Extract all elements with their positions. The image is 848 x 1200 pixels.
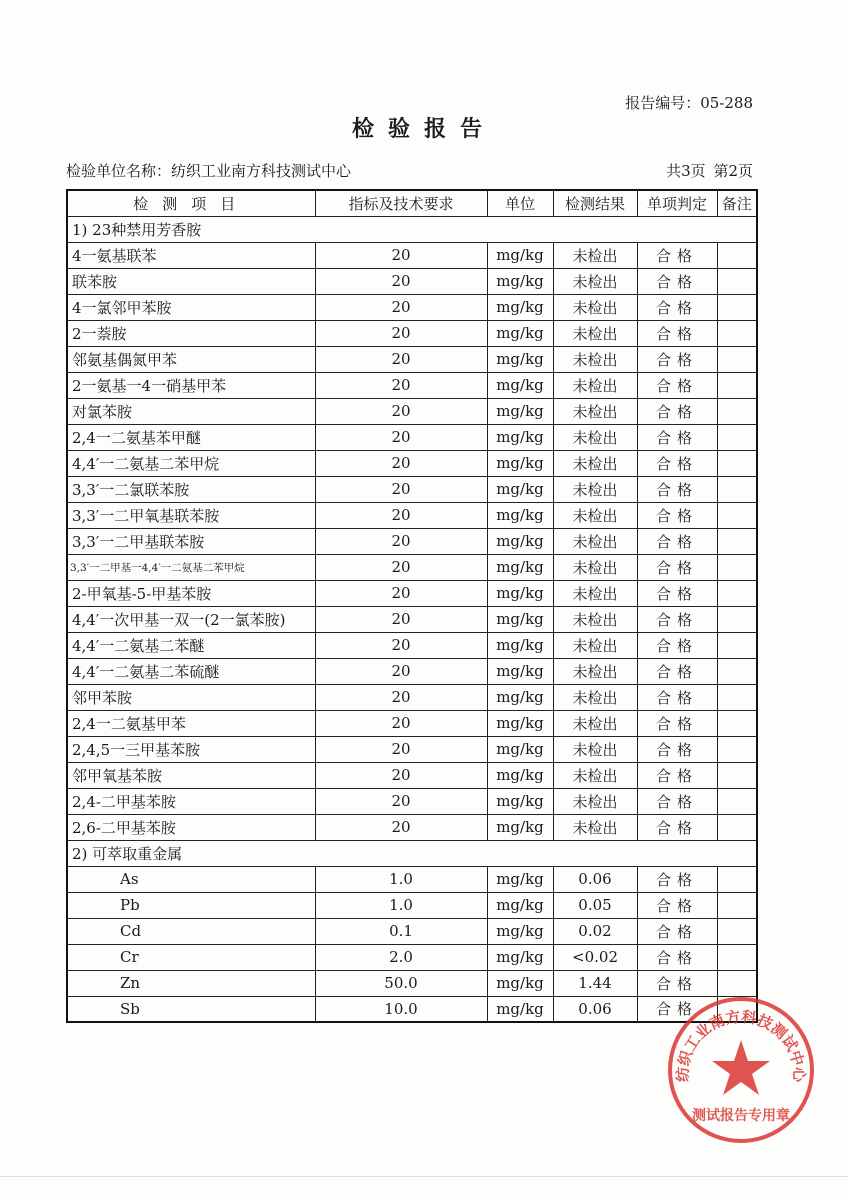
- seal-purpose-text: 测试报告专用章: [692, 1108, 790, 1124]
- table-row: [67, 372, 757, 398]
- table-row: [67, 788, 757, 814]
- table-row: [67, 814, 757, 840]
- table-row: [67, 580, 757, 606]
- test-item-name: 3,3′一二氯联苯胺: [67, 476, 315, 502]
- test-item-name: 2一萘胺: [67, 320, 315, 346]
- result-value: 未检出: [553, 346, 637, 372]
- judgement-value: 合格: [637, 424, 717, 450]
- requirement-value: 20: [315, 346, 487, 372]
- table-row: [67, 658, 757, 684]
- unit-value: mg/kg: [487, 918, 553, 944]
- unit-value: mg/kg: [487, 346, 553, 372]
- note-value: [717, 450, 757, 476]
- requirement-value: 1.0: [315, 866, 487, 892]
- result-value: 未检出: [553, 788, 637, 814]
- judgement-value: 合格: [637, 658, 717, 684]
- report-number: 报告编号：05-288: [625, 94, 753, 112]
- test-item-name: 2,4-二甲基苯胺: [67, 788, 315, 814]
- judgement-value: 合格: [637, 814, 717, 840]
- result-value: 未检出: [553, 242, 637, 268]
- table-row: [67, 970, 757, 996]
- section-title: 1) 23种禁用芳香胺: [67, 216, 757, 242]
- note-value: [717, 606, 757, 632]
- judgement-value: 合格: [637, 346, 717, 372]
- unit-value: mg/kg: [487, 268, 553, 294]
- requirement-value: 20: [315, 658, 487, 684]
- unit-value: mg/kg: [487, 788, 553, 814]
- results-table: [66, 189, 758, 1023]
- requirement-value: 20: [315, 684, 487, 710]
- note-value: [717, 632, 757, 658]
- note-value: [717, 866, 757, 892]
- judgement-value: 合格: [637, 450, 717, 476]
- test-item-name: 4,4′一二氨基二苯甲烷: [67, 450, 315, 476]
- result-value: 未检出: [553, 528, 637, 554]
- result-value: 未检出: [553, 710, 637, 736]
- unit-value: mg/kg: [487, 424, 553, 450]
- unit-value: mg/kg: [487, 944, 553, 970]
- unit-value: mg/kg: [487, 320, 553, 346]
- result-value: 未检出: [553, 554, 637, 580]
- section-row: [67, 216, 757, 242]
- table-row: [67, 632, 757, 658]
- test-item-name: Zn: [67, 970, 315, 996]
- column-header-judgement: 单项判定: [637, 190, 717, 216]
- table-row: [67, 450, 757, 476]
- table-row: [67, 528, 757, 554]
- result-value: 未检出: [553, 736, 637, 762]
- requirement-value: 20: [315, 580, 487, 606]
- table-row: [67, 684, 757, 710]
- unit-value: mg/kg: [487, 996, 553, 1022]
- unit-value: mg/kg: [487, 242, 553, 268]
- column-header-item: 检测项目: [67, 190, 315, 216]
- unit-value: mg/kg: [487, 372, 553, 398]
- test-item-name: 3,3′一二甲基联苯胺: [67, 528, 315, 554]
- result-value: 未检出: [553, 762, 637, 788]
- note-value: [717, 892, 757, 918]
- column-header-unit: 单位: [487, 190, 553, 216]
- judgement-value: 合格: [637, 944, 717, 970]
- judgement-value: 合格: [637, 580, 717, 606]
- requirement-value: 20: [315, 320, 487, 346]
- judgement-value: 合格: [637, 502, 717, 528]
- result-value: 未检出: [553, 372, 637, 398]
- result-value: 未检出: [553, 814, 637, 840]
- note-value: [717, 788, 757, 814]
- seal-org-text: 纺织工业南方科技测试中心: [673, 1007, 809, 1083]
- requirement-value: 20: [315, 476, 487, 502]
- table-row: [67, 424, 757, 450]
- column-header-note: 备注: [717, 190, 757, 216]
- judgement-value: 合格: [637, 398, 717, 424]
- judgement-value: 合格: [637, 268, 717, 294]
- inspection-organization: 检验单位名称：纺织工业南方科技测试中心: [66, 162, 352, 180]
- test-item-name: 2一氨基一4一硝基甲苯: [67, 372, 315, 398]
- table-row: [67, 866, 757, 892]
- judgement-value: 合格: [637, 606, 717, 632]
- note-value: [717, 736, 757, 762]
- requirement-value: 20: [315, 554, 487, 580]
- test-item-name: 2,6-二甲基苯胺: [67, 814, 315, 840]
- judgement-value: 合格: [637, 710, 717, 736]
- note-value: [717, 918, 757, 944]
- result-value: 未检出: [553, 658, 637, 684]
- test-item-name: 4一氯邻甲苯胺: [67, 294, 315, 320]
- page-edge-line: [0, 1176, 848, 1177]
- table-header-row: [67, 190, 757, 216]
- note-value: [717, 762, 757, 788]
- test-item-name: 联苯胺: [67, 268, 315, 294]
- requirement-value: 20: [315, 450, 487, 476]
- note-value: [717, 580, 757, 606]
- table-row: [67, 710, 757, 736]
- note-value: [717, 398, 757, 424]
- unit-value: mg/kg: [487, 866, 553, 892]
- unit-value: mg/kg: [487, 736, 553, 762]
- table-row: [67, 554, 757, 580]
- note-value: [717, 554, 757, 580]
- test-item-name: 2,4,5一三甲基苯胺: [67, 736, 315, 762]
- test-item-name: 4一氨基联苯: [67, 242, 315, 268]
- table-row: [67, 242, 757, 268]
- unit-value: mg/kg: [487, 710, 553, 736]
- test-item-name: Pb: [67, 892, 315, 918]
- table-body: [67, 216, 757, 1022]
- result-value: 1.44: [553, 970, 637, 996]
- test-item-name: Sb: [67, 996, 315, 1022]
- note-value: [717, 268, 757, 294]
- unit-value: mg/kg: [487, 450, 553, 476]
- column-header-result: 检测结果: [553, 190, 637, 216]
- table-row: [67, 398, 757, 424]
- test-item-name: Cr: [67, 944, 315, 970]
- note-value: [717, 814, 757, 840]
- test-item-name: 3,3′一二甲基一4,4′一二氨基二苯甲烷: [67, 554, 315, 580]
- judgement-value: 合格: [637, 372, 717, 398]
- note-value: [717, 710, 757, 736]
- result-value: 未检出: [553, 684, 637, 710]
- test-item-name: 邻氨基偶氮甲苯: [67, 346, 315, 372]
- result-value: 未检出: [553, 632, 637, 658]
- result-value: 未检出: [553, 580, 637, 606]
- note-value: [717, 320, 757, 346]
- result-value: <0.02: [553, 944, 637, 970]
- requirement-value: 1.0: [315, 892, 487, 918]
- note-value: [717, 372, 757, 398]
- judgement-value: 合格: [637, 684, 717, 710]
- unit-value: mg/kg: [487, 476, 553, 502]
- result-value: 未检出: [553, 450, 637, 476]
- test-item-name: 对氯苯胺: [67, 398, 315, 424]
- seal-star-icon: [712, 1040, 770, 1095]
- test-item-name: 邻甲苯胺: [67, 684, 315, 710]
- note-value: [717, 424, 757, 450]
- requirement-value: 20: [315, 710, 487, 736]
- judgement-value: 合格: [637, 294, 717, 320]
- judgement-value: 合格: [637, 996, 717, 1022]
- page-count: 共3页 第2页: [666, 162, 753, 180]
- unit-value: mg/kg: [487, 892, 553, 918]
- requirement-value: 20: [315, 424, 487, 450]
- unit-value: mg/kg: [487, 814, 553, 840]
- test-item-name: 4,4′一次甲基一双一(2一氯苯胺): [67, 606, 315, 632]
- note-value: [717, 294, 757, 320]
- test-item-name: As: [67, 866, 315, 892]
- unit-value: mg/kg: [487, 606, 553, 632]
- result-value: 未检出: [553, 268, 637, 294]
- judgement-value: 合格: [637, 554, 717, 580]
- requirement-value: 20: [315, 632, 487, 658]
- note-value: [717, 346, 757, 372]
- judgement-value: 合格: [637, 970, 717, 996]
- requirement-value: 20: [315, 294, 487, 320]
- note-value: [717, 970, 757, 996]
- judgement-value: 合格: [637, 762, 717, 788]
- unit-value: mg/kg: [487, 580, 553, 606]
- page-title: 检验报告: [351, 116, 496, 142]
- judgement-value: 合格: [637, 788, 717, 814]
- requirement-value: 50.0: [315, 970, 487, 996]
- requirement-value: 20: [315, 814, 487, 840]
- test-item-name: Cd: [67, 918, 315, 944]
- judgement-value: 合格: [637, 918, 717, 944]
- note-value: [717, 242, 757, 268]
- note-value: [717, 684, 757, 710]
- requirement-value: 10.0: [315, 996, 487, 1022]
- requirement-value: 20: [315, 528, 487, 554]
- requirement-value: 20: [315, 242, 487, 268]
- table-row: [67, 294, 757, 320]
- test-item-name: 3,3′一二甲氧基联苯胺: [67, 502, 315, 528]
- table-row: [67, 268, 757, 294]
- judgement-value: 合格: [637, 528, 717, 554]
- judgement-value: 合格: [637, 242, 717, 268]
- note-value: [717, 944, 757, 970]
- unit-value: mg/kg: [487, 632, 553, 658]
- result-value: 未检出: [553, 476, 637, 502]
- requirement-value: 20: [315, 372, 487, 398]
- result-value: 0.06: [553, 866, 637, 892]
- unit-value: mg/kg: [487, 294, 553, 320]
- result-value: 未检出: [553, 606, 637, 632]
- requirement-value: 20: [315, 736, 487, 762]
- requirement-value: 20: [315, 268, 487, 294]
- column-header-requirement: 指标及技术要求: [315, 190, 487, 216]
- table-row: [67, 320, 757, 346]
- judgement-value: 合格: [637, 632, 717, 658]
- result-value: 未检出: [553, 294, 637, 320]
- requirement-value: 20: [315, 606, 487, 632]
- unit-value: mg/kg: [487, 970, 553, 996]
- unit-value: mg/kg: [487, 554, 553, 580]
- unit-value: mg/kg: [487, 762, 553, 788]
- judgement-value: 合格: [637, 892, 717, 918]
- unit-value: mg/kg: [487, 658, 553, 684]
- judgement-value: 合格: [637, 476, 717, 502]
- result-value: 未检出: [553, 424, 637, 450]
- table-row: [67, 892, 757, 918]
- unit-value: mg/kg: [487, 398, 553, 424]
- test-item-name: 2,4一二氨基甲苯: [67, 710, 315, 736]
- requirement-value: 20: [315, 398, 487, 424]
- unit-value: mg/kg: [487, 502, 553, 528]
- requirement-value: 0.1: [315, 918, 487, 944]
- requirement-value: 20: [315, 788, 487, 814]
- table-row: [67, 762, 757, 788]
- judgement-value: 合格: [637, 320, 717, 346]
- table-row: [67, 346, 757, 372]
- result-value: 未检出: [553, 502, 637, 528]
- table-row: [67, 606, 757, 632]
- section-row: [67, 840, 757, 866]
- test-item-name: 4,4′一二氨基二苯硫醚: [67, 658, 315, 684]
- requirement-value: 2.0: [315, 944, 487, 970]
- table-row: [67, 476, 757, 502]
- result-value: 0.05: [553, 892, 637, 918]
- requirement-value: 20: [315, 502, 487, 528]
- judgement-value: 合格: [637, 866, 717, 892]
- section-title: 2) 可萃取重金属: [67, 840, 757, 866]
- table-row: [67, 918, 757, 944]
- note-value: [717, 528, 757, 554]
- unit-value: mg/kg: [487, 684, 553, 710]
- result-value: 0.06: [553, 996, 637, 1022]
- requirement-value: 20: [315, 762, 487, 788]
- table-row: [67, 502, 757, 528]
- result-value: 未检出: [553, 398, 637, 424]
- judgement-value: 合格: [637, 736, 717, 762]
- result-value: 0.02: [553, 918, 637, 944]
- table-row: [67, 996, 757, 1022]
- test-item-name: 4,4′一二氨基二苯醚: [67, 632, 315, 658]
- note-value: [717, 502, 757, 528]
- result-value: 未检出: [553, 320, 637, 346]
- note-value: [717, 658, 757, 684]
- table-row: [67, 736, 757, 762]
- official-seal: [666, 995, 816, 1145]
- note-value: [717, 476, 757, 502]
- test-item-name: 邻甲氧基苯胺: [67, 762, 315, 788]
- unit-value: mg/kg: [487, 528, 553, 554]
- test-item-name: 2-甲氧基-5-甲基苯胺: [67, 580, 315, 606]
- test-item-name: 2,4一二氨基苯甲醚: [67, 424, 315, 450]
- table-row: [67, 944, 757, 970]
